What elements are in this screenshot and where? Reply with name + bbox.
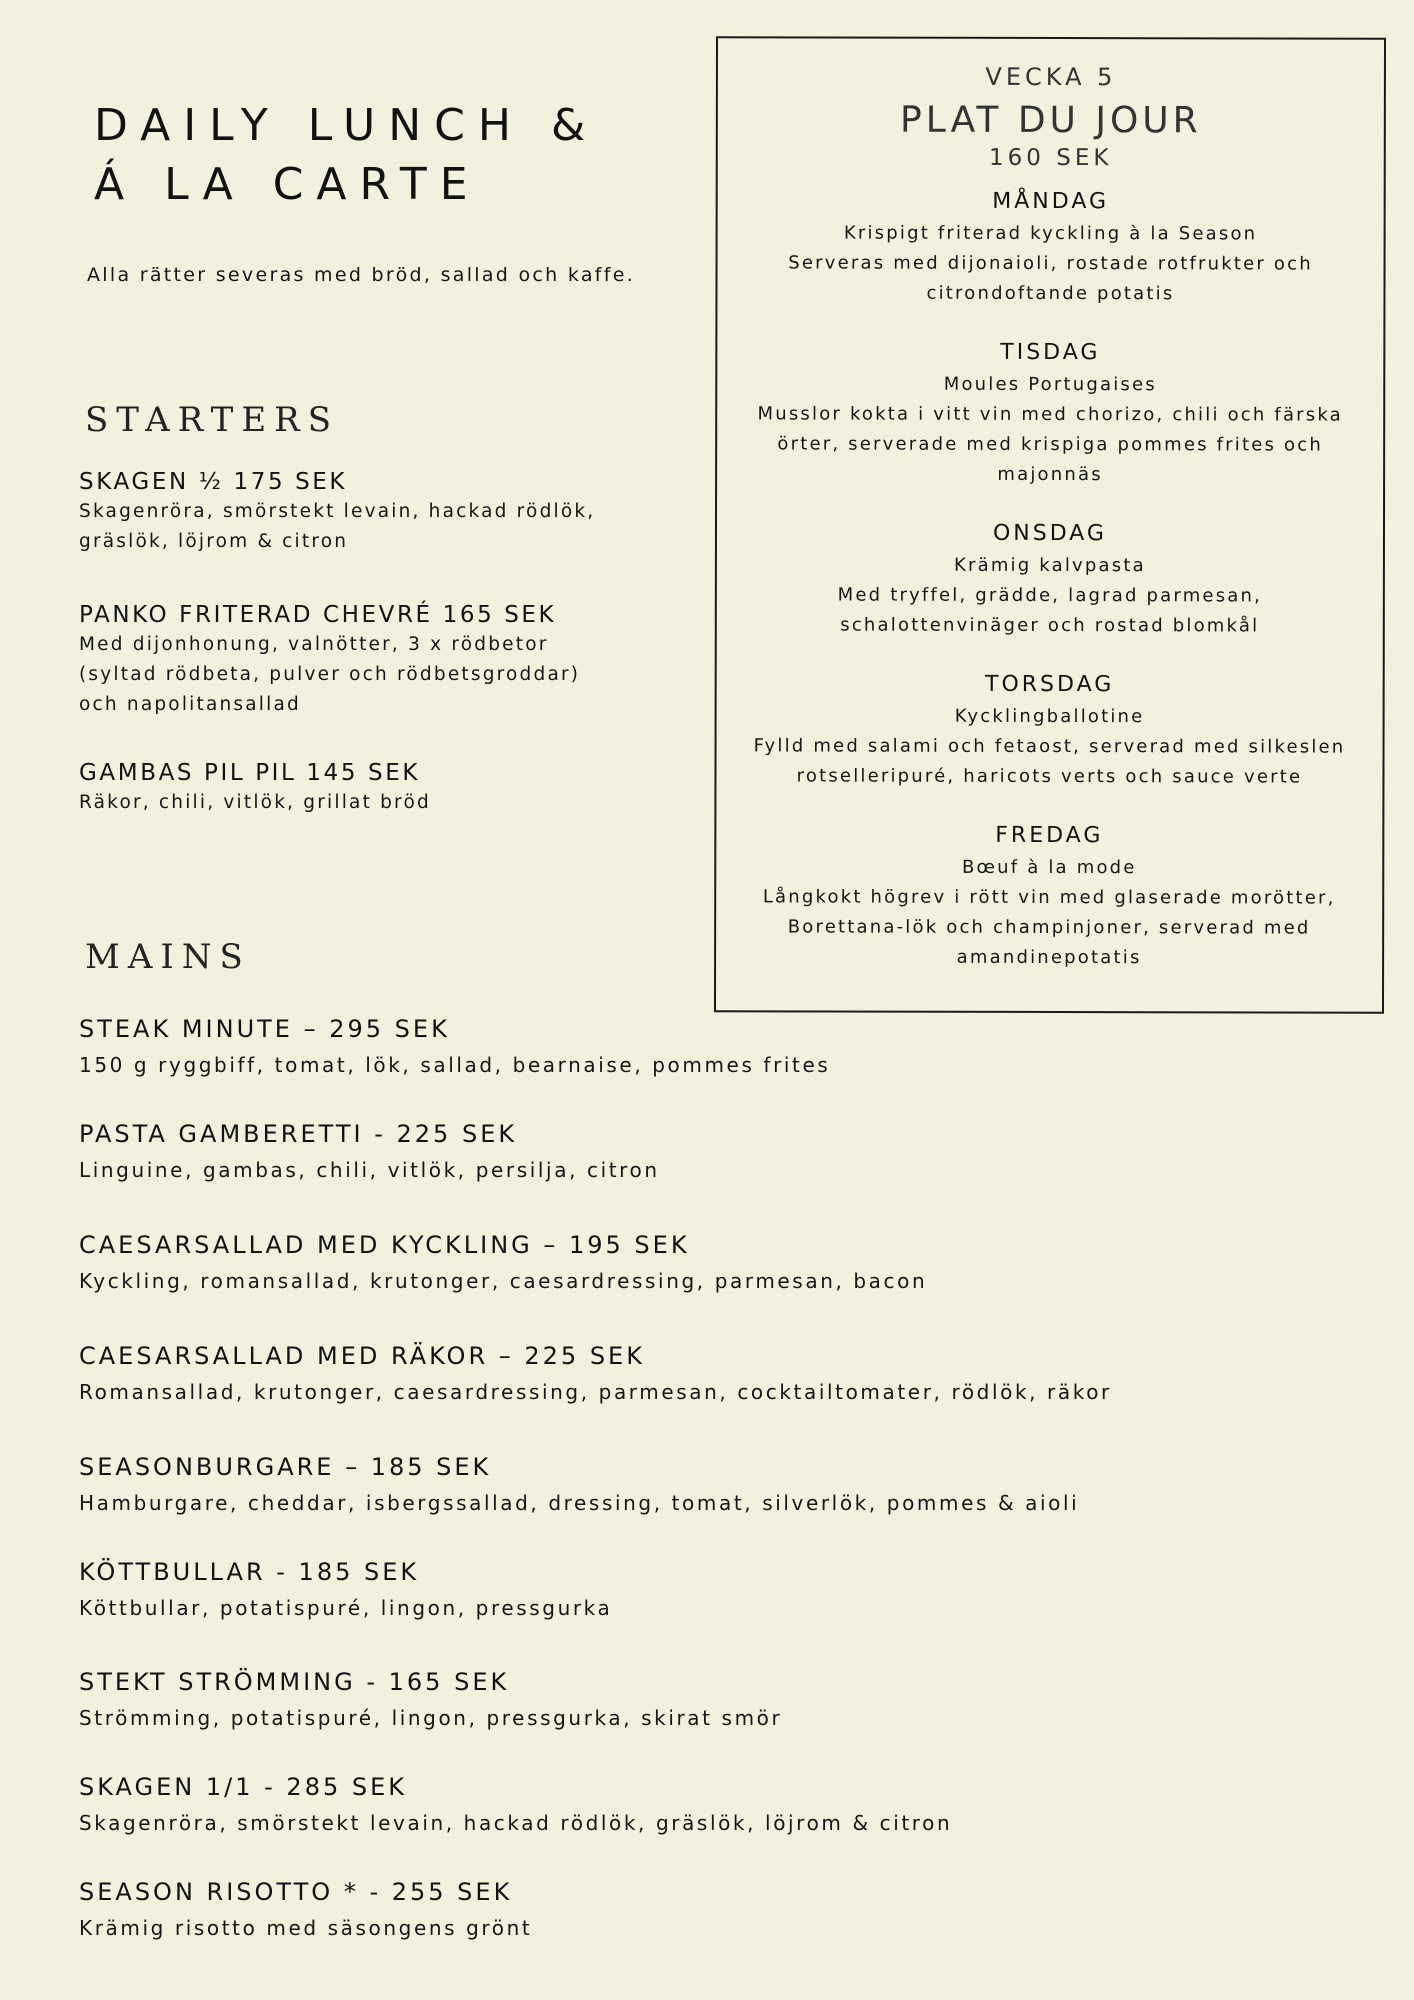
main-item xyxy=(79,1557,612,1629)
main-item xyxy=(79,1341,1112,1413)
main-name: PASTA GAMBERETTI - 225 SEK xyxy=(79,1120,518,1148)
dish-line: amandinepotatis xyxy=(956,946,1142,969)
starter-item xyxy=(79,758,431,818)
day-friday xyxy=(716,818,1382,973)
day-thursday xyxy=(716,667,1382,792)
day-name: MÅNDAG xyxy=(992,188,1110,215)
plat-du-jour-price: 160 SEK xyxy=(989,144,1113,172)
dish-line: Krämig kalvpasta xyxy=(953,554,1146,577)
dish-line: Bœuf à la mode xyxy=(961,856,1137,879)
day-name: TORSDAG xyxy=(984,671,1115,698)
main-name: CAESARSALLAD MED RÄKOR – 225 SEK xyxy=(79,1342,645,1370)
starter-name: SKAGEN ½ 175 SEK xyxy=(79,469,348,495)
main-desc: Romansallad, krutonger, caesardressing, parmesan, cocktailtomater, rödlök, räkor xyxy=(79,1380,1112,1404)
menu-title-line-2: Á LA CARTE xyxy=(94,159,481,210)
main-item xyxy=(79,1877,532,1949)
day-name: FREDAG xyxy=(995,822,1104,849)
starter-desc-line: gräslök, löjrom & citron xyxy=(79,531,349,552)
day-name: ONSDAG xyxy=(992,520,1108,547)
plat-du-jour-title: PLAT DU JOUR xyxy=(899,99,1202,142)
dish-line: Moules Portugaises xyxy=(943,373,1157,396)
day-monday xyxy=(717,184,1383,309)
plat-du-jour-box xyxy=(714,36,1386,1013)
main-desc: Köttbullar, potatispuré, lingon, pressgurka xyxy=(79,1596,613,1620)
main-name: KÖTTBULLAR - 185 SEK xyxy=(79,1558,420,1586)
starter-desc-line: (syltad rödbeta, pulver och rödbetsgroddar) xyxy=(79,664,581,685)
main-name: CAESARSALLAD MED KYCKLING – 195 SEK xyxy=(79,1231,690,1259)
starter-name: PANKO FRITERAD CHEVRÉ 165 SEK xyxy=(79,602,557,628)
intro-text: Alla rätter severas med bröd, sallad och kaffe. xyxy=(87,264,636,286)
main-desc: 150 g ryggbiff, tomat, lök, sallad, bearnaise, pommes frites xyxy=(79,1053,831,1077)
main-desc: Strömming, potatispuré, lingon, pressgurka, skirat smör xyxy=(79,1706,783,1730)
main-name: STEKT STRÖMMING - 165 SEK xyxy=(79,1668,510,1696)
day-name: TISDAG xyxy=(1000,339,1101,366)
starter-name: GAMBAS PIL PIL 145 SEK xyxy=(79,760,421,786)
main-item xyxy=(79,1014,830,1086)
main-desc: Linguine, gambas, chili, vitlök, persilja, citron xyxy=(79,1158,660,1182)
starter-desc-line: Räkor, chili, vitlök, grillat bröd xyxy=(79,792,431,813)
main-item xyxy=(79,1772,952,1844)
main-name: SKAGEN 1/1 - 285 SEK xyxy=(79,1773,408,1801)
starter-item xyxy=(79,467,595,557)
main-desc: Krämig risotto med säsongens grönt xyxy=(79,1916,533,1940)
starter-item xyxy=(79,600,580,720)
main-name: SEASONBURGARE – 185 SEK xyxy=(79,1453,492,1481)
main-item xyxy=(79,1230,927,1302)
dish-line: Musslor kokta i vitt vin med chorizo, chili och färska xyxy=(757,403,1343,426)
dish-line: citrondoftande potatis xyxy=(926,282,1175,305)
dish-line: Långkokt högrev i rött vin med glaserade morötter, xyxy=(762,886,1336,909)
dish-line: majonnäs xyxy=(997,463,1103,486)
main-desc: Kyckling, romansallad, krutonger, caesardressing, parmesan, bacon xyxy=(79,1269,928,1293)
menu-title xyxy=(94,96,598,214)
dish-line: schalottenvinäger och rostad blomkål xyxy=(840,614,1260,637)
starter-desc-line: och napolitansallad xyxy=(79,694,301,715)
mains-heading: MAINS xyxy=(85,937,251,977)
main-item xyxy=(79,1452,1079,1524)
main-name: SEASON RISOTTO * - 255 SEK xyxy=(79,1878,513,1906)
dish-line: örter, serverade med krispiga pommes frites och xyxy=(777,433,1323,456)
main-name: STEAK MINUTE – 295 SEK xyxy=(79,1015,450,1043)
main-desc: Hamburgare, cheddar, isbergssallad, dressing, tomat, silverlök, pommes & aioli xyxy=(79,1491,1080,1515)
starters-heading: STARTERS xyxy=(85,400,340,440)
main-item xyxy=(79,1667,782,1739)
dish-line: rotselleripuré, haricots verts och sauce verte xyxy=(796,765,1303,788)
dish-line: Fylld med salami och fetaost, serverad med silkeslen xyxy=(753,735,1346,758)
dish-line: Borettana-lök och champinjoner, serverad med xyxy=(787,916,1311,939)
main-item xyxy=(79,1119,660,1191)
starter-desc-line: Med dijonhonung, valnötter, 3 x rödbetor xyxy=(79,634,549,655)
main-desc: Skagenröra, smörstekt levain, hackad rödlök, gräslök, löjrom & citron xyxy=(79,1811,953,1835)
dish-line: Kycklingballotine xyxy=(954,705,1145,728)
dish-line: Krispigt friterad kyckling à la Season xyxy=(843,222,1258,245)
day-tuesday xyxy=(717,335,1383,490)
week-label: VECKA 5 xyxy=(985,62,1117,92)
dish-line: Med tryffel, grädde, lagrad parmesan, xyxy=(837,584,1263,607)
starter-desc-line: Skagenröra, smörstekt levain, hackad rödlök, xyxy=(79,501,596,522)
menu-title-line-1: DAILY LUNCH & xyxy=(94,100,599,151)
day-wednesday xyxy=(717,516,1383,641)
dish-line: Serveras med dijonaioli, rostade rotfrukter och xyxy=(788,252,1313,275)
